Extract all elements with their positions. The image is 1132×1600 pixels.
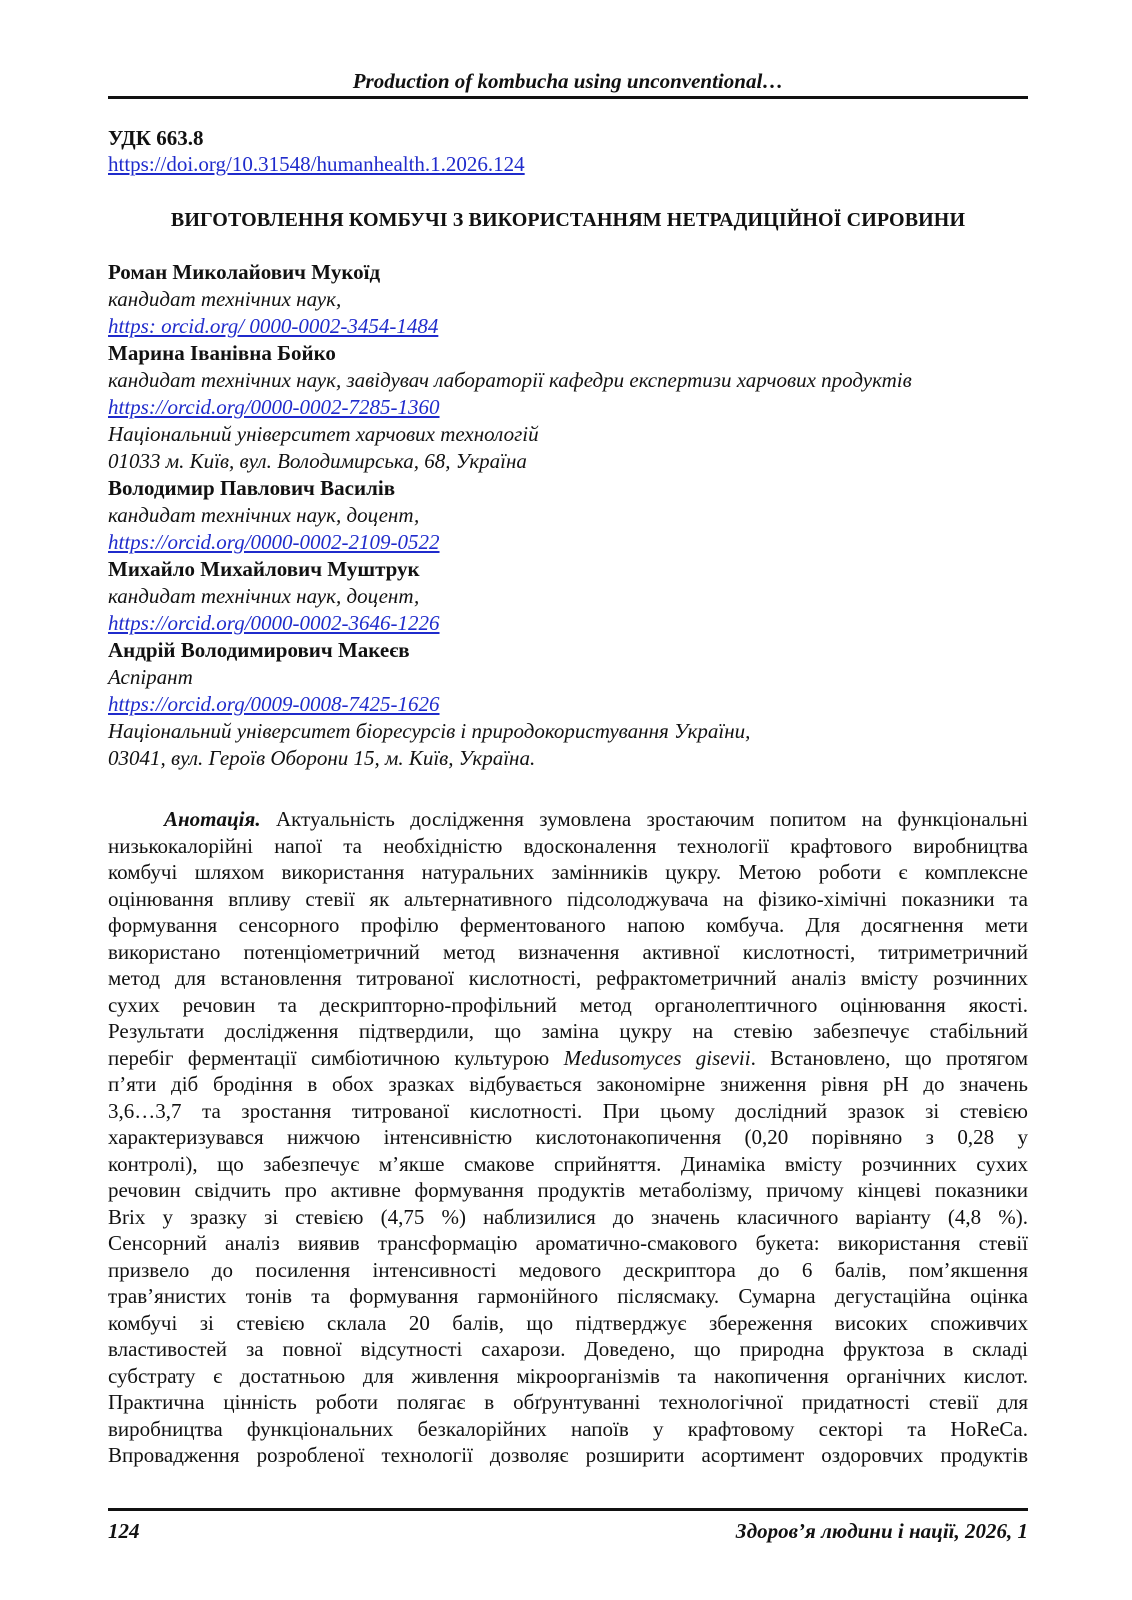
abstract-line: оцінювання впливу стевії як альтернативного підсолоджувача на фізико-хімічні показники та	[108, 886, 1028, 911]
author-name: Марина Іванівна Бойко	[108, 341, 336, 365]
abstract-line: Впровадження розробленої технології дозволяє розширити асортимент оздоровчих продуктів	[108, 1443, 1028, 1467]
abstract-line: субстрату є достатньою для живлення мікроорганізмів та накопичення органічних кислот.	[108, 1363, 1028, 1388]
author-position: Аспірант	[108, 665, 193, 689]
abstract-line: виробництва функціональних безкалорійних напоїв у крафтовому секторі та HoReCa.	[108, 1416, 1028, 1441]
abstract-line: Результати дослідження підтвердили, що заміна цукру на стевію забезпечує стабільний	[108, 1019, 1028, 1043]
author-position: кандидат технічних наук, доцент,	[108, 584, 420, 608]
orcid-link[interactable]: https://orcid.org/0000-0002-3646-1226	[108, 611, 440, 635]
abstract-line: Brix у зразку зі стевією (4,75 %) наблизилися до значень класичного варіанту (4,8 %).	[108, 1204, 1028, 1229]
abstract-line: характеризувався нижчою інтенсивністю кислотонакопичення (0,20 порівняно з 0,28 у	[108, 1125, 1028, 1149]
abstract-label: Анотація.	[164, 807, 261, 831]
author-name: Андрій Володимирович Макеєв	[108, 638, 410, 662]
affiliation-name: Національний університет харчових технологій	[108, 422, 539, 446]
abstract-line: використано потенціометричний метод визначення активної кислотності, титриметричний	[108, 939, 1028, 964]
abstract-line: Сенсорний аналіз виявив трансформацію ароматично-смакового букета: використання стевії	[108, 1231, 1028, 1255]
abstract-line: п’яти діб бродіння в обох зразках відбувається закономірне зниження рівня рН до значень	[108, 1072, 1028, 1096]
abstract-line: 3,6…3,7 та зростання титрованої кислотності. При цьому дослідний зразок зі стевією	[108, 1098, 1028, 1123]
abstract-line: Анотація. Актуальність дослідження зумовлена зростаючим попитом на функціональні	[164, 807, 1028, 831]
abstract-line: низькокалорійні напої та необхідністю вдосконалення технології крафтового виробництва	[108, 833, 1028, 858]
affiliation-name: Національний університет біоресурсів і природокористування України,	[108, 719, 751, 743]
author-name: Михайло Михайлович Муштрук	[108, 557, 420, 581]
author-position: кандидат технічних наук,	[108, 287, 342, 311]
page-number: 124	[108, 1519, 140, 1543]
author-block	[108, 259, 1028, 772]
doi-link[interactable]: https://doi.org/10.31548/humanhealth.1.2026.124	[108, 152, 525, 176]
article-title: ВИГОТОВЛЕННЯ КОМБУЧІ З ВИКОРИСТАННЯМ НЕТРАДИЦІЙНОЇ СИРОВИНИ	[170, 209, 966, 231]
species-name: Medusomyces gisevii	[563, 1045, 751, 1070]
affiliation-address: 01033 м. Київ, вул. Володимирська, 68, Україна	[108, 449, 527, 473]
abstract-line: формування сенсорного профілю ферментованого напою комбуча. Для досягнення мети	[108, 913, 1028, 937]
abstract-line: Практична цінність роботи полягає в обґрунтуванні технологічної придатності стевії для	[108, 1390, 1028, 1414]
abstract-line: сухих речовин та дескрипторно-профільний метод органолептичного оцінювання якості.	[108, 992, 1028, 1017]
orcid-link[interactable]: https://orcid.org/0000-0002-7285-1360	[108, 395, 440, 419]
footer-rule	[108, 1508, 1028, 1511]
affiliation-address: 03041, вул. Героїв Оборони 15, м. Київ, Україна.	[108, 746, 536, 770]
abstract	[108, 806, 1028, 1469]
abstract-line: призвело до посилення інтенсивності медового дескриптора до 6 балів, пом’якшення	[108, 1257, 1028, 1282]
author-name: Володимир Павлович Василів	[108, 476, 396, 500]
abstract-line: перебіг ферментації симбіотичною культурою Medusomyces gisevii. Встановлено, що протягом	[108, 1045, 1028, 1070]
orcid-link[interactable]: https: orcid.org/ 0000-0002-3454-1484	[108, 314, 439, 338]
udk-code: УДК 663.8	[108, 126, 204, 150]
orcid-link[interactable]: https://orcid.org/0000-0002-2109-0522	[108, 530, 440, 554]
running-head: Production of kombucha using unconventional…	[352, 69, 784, 93]
author-name: Роман Миколайович Мукоїд	[108, 260, 381, 284]
header-rule	[108, 96, 1028, 99]
abstract-line: комбучі зі стевією склала 20 балів, що підтверджує збереження високих споживчих	[108, 1310, 1028, 1335]
abstract-line: речовин свідчить про активне формування продуктів метаболізму, причому кінцеві показники	[108, 1178, 1028, 1202]
author-position: кандидат технічних наук, доцент,	[108, 503, 420, 527]
abstract-line: комбучі шляхом використання натуральних замінників цукру. Метою роботи є комплексне	[108, 860, 1028, 884]
abstract-line: контролі), що забезпечує м’якше смакове сприйняття. Динаміка вмісту розчинних сухих	[108, 1151, 1028, 1176]
orcid-link[interactable]: https://orcid.org/0009-0008-7425-1626	[108, 692, 440, 716]
abstract-line: метод для встановлення титрованої кислотності, рефрактометричний аналіз вмісту розчинних	[108, 966, 1028, 990]
abstract-line: властивостей за повної відсутності сахарози. Доведено, що природна фруктоза в складі	[108, 1337, 1028, 1361]
author-position: кандидат технічних наук, завідувач лабораторії кафедри експертизи харчових продуктів	[108, 368, 912, 392]
abstract-line: трав’янистих тонів та формування гармонійного післясмаку. Сумарна дегустаційна оцінка	[108, 1284, 1028, 1308]
journal-citation: Здоров’я людини і нації, 2026, 1	[735, 1519, 1028, 1543]
